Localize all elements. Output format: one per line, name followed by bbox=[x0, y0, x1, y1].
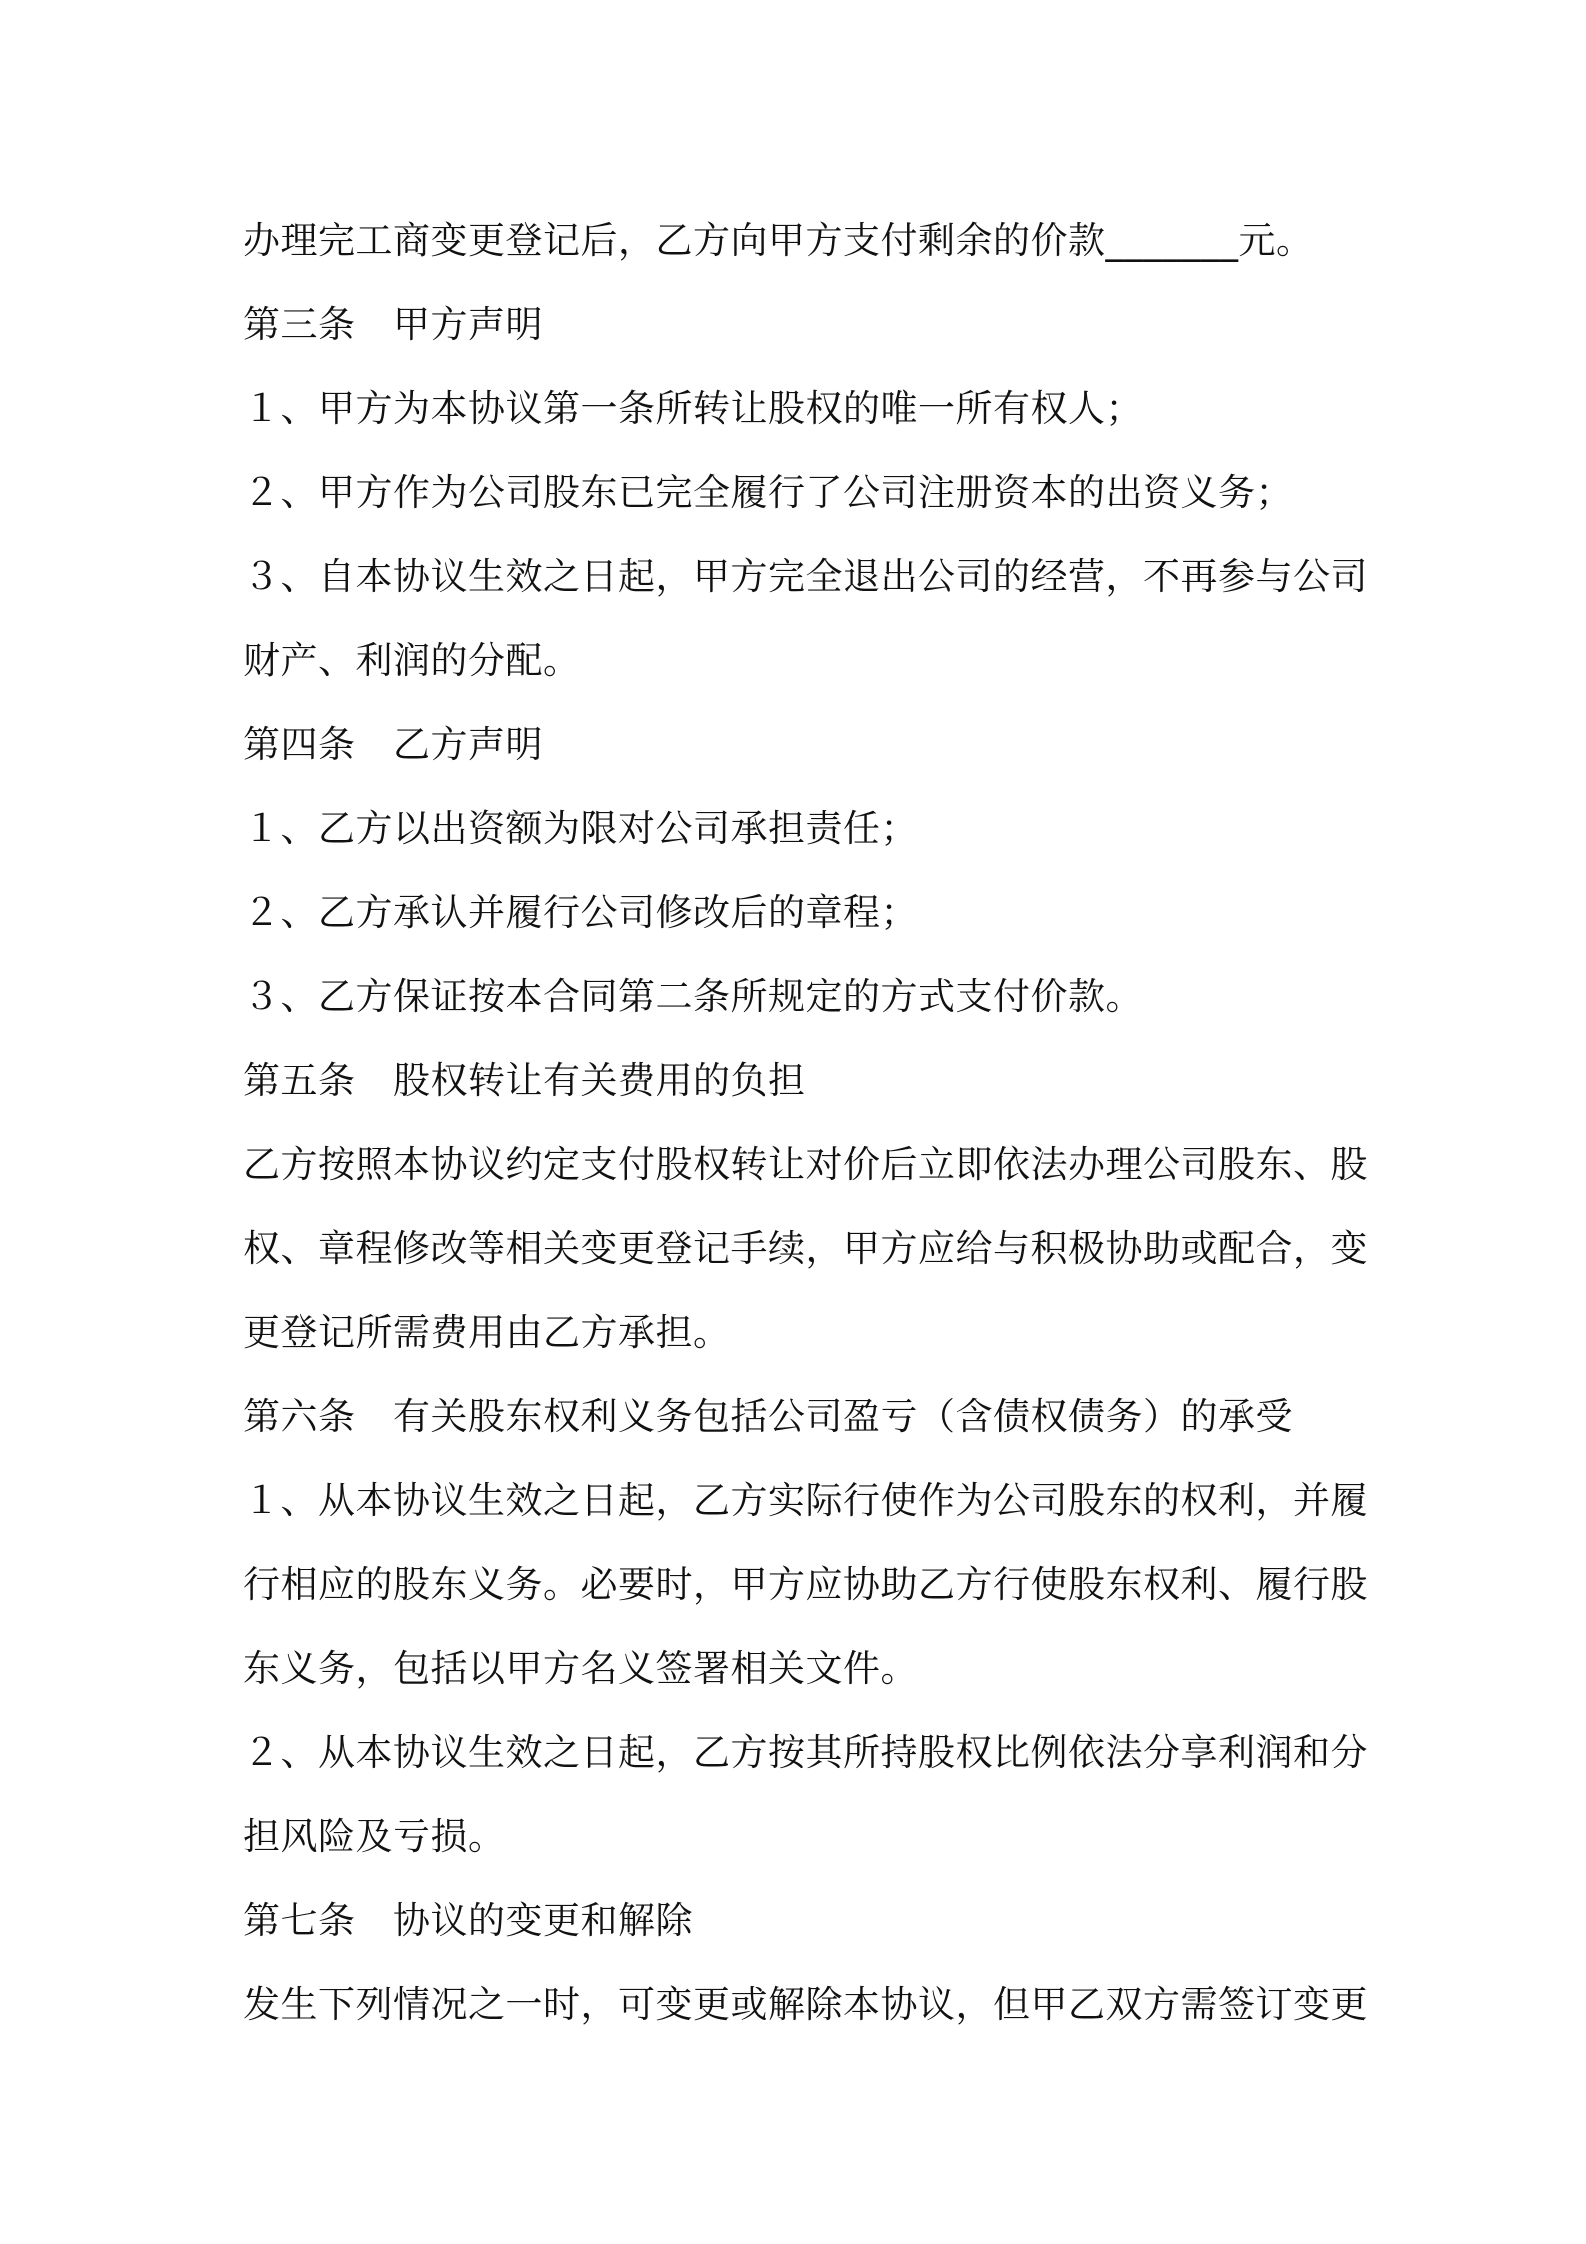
paragraph-line: ３、乙方保证按本合同第二条所规定的方式支付价款。 bbox=[243, 975, 1143, 1018]
paragraph-line: 乙方按照本协议约定支付股权转让对价后立即依法办理公司股东、股 bbox=[243, 1143, 1368, 1186]
paragraph-line: 权、章程修改等相关变更登记手续，甲方应给与积极协助或配合，变 bbox=[243, 1227, 1368, 1270]
article-heading: 第六条 有关股东权利义务包括公司盈亏（含债权债务）的承受 bbox=[243, 1395, 1293, 1438]
paragraph-line: ２、甲方作为公司股东已完全履行了公司注册资本的出资义务； bbox=[243, 471, 1293, 514]
paragraph-line: 发生下列情况之一时，可变更或解除本协议，但甲乙双方需签订变更 bbox=[243, 1983, 1368, 2026]
paragraph-line: １、乙方以出资额为限对公司承担责任； bbox=[243, 807, 918, 850]
paragraph-line: 办理完工商变更登记后，乙方向甲方支付剩余的价款_______元。 bbox=[243, 219, 1314, 262]
paragraph-line: 东义务，包括以甲方名义签署相关文件。 bbox=[243, 1647, 918, 1690]
paragraph-line: 担风险及亏损。 bbox=[243, 1815, 506, 1858]
paragraph-line: 财产、利润的分配。 bbox=[243, 639, 581, 682]
paragraph-line: ３、自本协议生效之日起，甲方完全退出公司的经营，不再参与公司 bbox=[243, 555, 1368, 598]
article-heading: 第七条 协议的变更和解除 bbox=[243, 1899, 693, 1942]
paragraph-line: １、甲方为本协议第一条所转让股权的唯一所有权人； bbox=[243, 387, 1143, 430]
paragraph-line: ２、乙方承认并履行公司修改后的章程； bbox=[243, 891, 918, 934]
paragraph-line: 更登记所需费用由乙方承担。 bbox=[243, 1311, 731, 1354]
paragraph-line: ２、从本协议生效之日起，乙方按其所持股权比例依法分享利润和分 bbox=[243, 1731, 1368, 1774]
article-heading: 第三条 甲方声明 bbox=[243, 303, 543, 346]
paragraph-line: １、从本协议生效之日起，乙方实际行使作为公司股东的权利，并履 bbox=[243, 1479, 1368, 1522]
document-body bbox=[243, 199, 1368, 2047]
paragraph-line: 行相应的股东义务。必要时，甲方应协助乙方行使股东权利、履行股 bbox=[243, 1563, 1368, 1606]
article-heading: 第五条 股权转让有关费用的负担 bbox=[243, 1059, 806, 1102]
article-heading: 第四条 乙方声明 bbox=[243, 723, 543, 766]
